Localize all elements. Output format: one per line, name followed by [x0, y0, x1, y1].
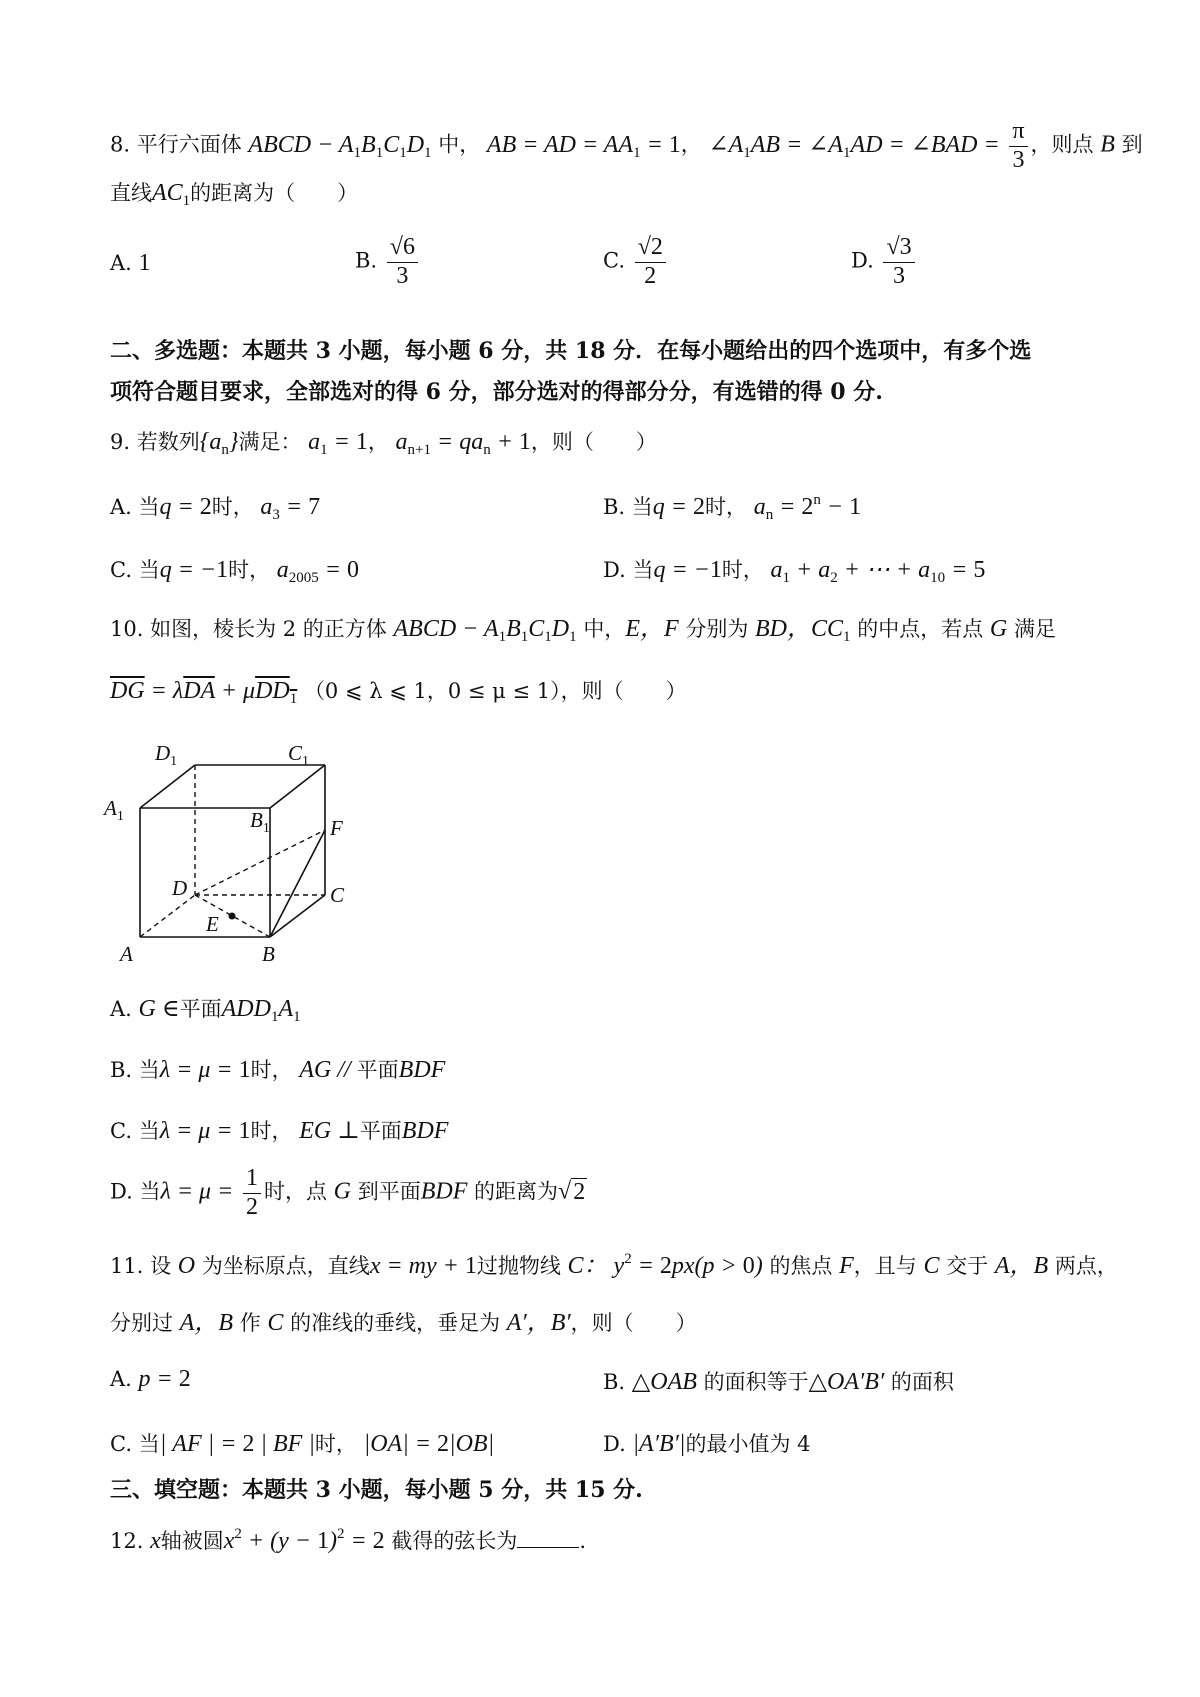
q10-option-d-answer: √2 — [558, 1178, 586, 1205]
q10-option-d-text-c: 到平面 — [357, 1179, 421, 1204]
q11-option-b[interactable] — [603, 1366, 954, 1396]
q11-line-equation: x = my + 1 — [369, 1253, 477, 1279]
q11-option-a[interactable] — [110, 1366, 191, 1393]
q10-option-b-text-a: 当 — [138, 1058, 160, 1082]
q8-angle-fraction — [1009, 118, 1027, 174]
q8-option-b[interactable] — [355, 234, 421, 290]
q11-line2-d: ，则（ ） — [570, 1311, 697, 1335]
edge-a1-d1 — [140, 765, 195, 808]
q9-option-b-result: $a_n = 2^n - 1$ — [753, 492, 862, 523]
q8-line1: 8. 平行六面体 ABCD − $A_1B_1C_1D_1$ 中， AB = AD = $AA_1 = 1$， $\angle A_1AB$ = $\angle A_1AD$ = ∠BAD = $\frac{\pi}{3}$ ，则点 B 到 — [110, 118, 1143, 173]
section2-heading-line2: 项符合题目要求，全部选对的得 6 分，部分选对的得部分分，有选错的得 0 分. — [110, 379, 883, 405]
q10-option-d-num: 1 — [243, 1165, 261, 1194]
q12-stem-a: 轴被圆 — [160, 1529, 224, 1553]
q8-stem-b: ，则点 — [1030, 132, 1094, 157]
q10-point-g: G — [989, 616, 1008, 642]
q8-line2-a: 直线 — [110, 181, 152, 205]
q8-option-b-num: √6 — [387, 234, 418, 263]
q9-option-d-text-b: 时， — [721, 558, 764, 582]
q10-option-d-den: 2 — [245, 1193, 258, 1220]
q10-vector-equation: $\overline{DG} = \lambda\overline{DA} + \mu DD_1$ — [110, 678, 298, 707]
q9-option-d[interactable] — [603, 554, 985, 587]
q10-number: 10. — [110, 617, 144, 641]
q8-option-d[interactable] — [851, 234, 918, 290]
edge-b1-c1 — [270, 765, 325, 808]
q11-stem-e: ，且与 — [853, 1254, 917, 1278]
q8-option-d-den: 3 — [893, 262, 906, 289]
label-b1: $B_1$ — [250, 808, 270, 836]
q12-line — [110, 1525, 586, 1557]
q9-option-b[interactable] — [603, 491, 861, 524]
q11-option-b-label: B. — [603, 1370, 626, 1394]
q8-stem-a: 平行六面体 — [136, 132, 242, 157]
q8-number: 8. — [110, 132, 131, 157]
section3-heading: 三、填空题：本题共 3 小题，每小题 5 分，共 15 分. — [110, 1477, 643, 1503]
q11-origin: O — [177, 1253, 196, 1279]
q10-option-a[interactable] — [110, 993, 301, 1026]
q9-option-d-label: D. — [603, 558, 626, 582]
q8-stem-c: 到 — [1121, 132, 1143, 157]
q8-option-b-fraction — [387, 234, 418, 290]
q9-option-a-text-b: 时， — [211, 495, 254, 519]
label-f: F — [330, 816, 343, 840]
q8-line2 — [110, 178, 358, 212]
q10-option-c-text-a: 当 — [138, 1119, 160, 1143]
q9-option-a-label: A. — [110, 495, 132, 519]
q11-line2-c: 的准线的垂线，垂足为 — [290, 1311, 501, 1335]
q10-option-b-text-c: 平面 — [356, 1058, 399, 1082]
q8-angle-num: π — [1009, 118, 1027, 147]
q11-stem-d: 的焦点 — [769, 1254, 833, 1278]
q9-option-b-label: B. — [603, 495, 626, 519]
q10-line2 — [110, 676, 687, 710]
q11-feet: A′，B′ — [506, 1310, 571, 1336]
q10-stem-e: 满足 — [1013, 617, 1056, 641]
q9-option-c-result: $a_{2005} = 0$ — [276, 557, 359, 586]
q11-stem-g: 两点， — [1054, 1254, 1118, 1278]
q11-option-b-text-a: 的面积等于 — [703, 1370, 809, 1394]
label-c1: $C_1$ — [288, 741, 310, 769]
q11-option-a-label: A. — [110, 1367, 132, 1391]
q11-option-c-label: C. — [110, 1432, 132, 1456]
q12-number: 12. — [110, 1529, 144, 1553]
q11-stem-a: 设 — [150, 1254, 172, 1278]
label-c: C — [330, 883, 345, 907]
q8-option-a-value: 1 — [138, 250, 151, 276]
q10-option-b-text-b: 时， — [250, 1058, 293, 1082]
q9-cond1: $a_1 = 1$ — [308, 429, 368, 458]
q11-option-c-text-a: 当 — [138, 1432, 160, 1456]
q9-option-c-text-a: 当 — [138, 558, 160, 582]
q9-cond2: $a_{n+1} = qa_n + 1$ — [395, 429, 531, 458]
q10-option-d-text-d: 的距离为 — [474, 1179, 559, 1204]
q10-stem-c: 分别为 — [685, 617, 749, 641]
q8-option-b-label: B. — [355, 248, 378, 273]
q10-option-a-text: 平面 — [179, 997, 222, 1021]
q11-option-c[interactable] — [110, 1428, 494, 1458]
q9-option-a-text-a: 当 — [138, 495, 160, 519]
q10-line2-cond: （0 ⩽ λ ⩽ 1，0 ≤ μ ≤ 1），则（ ） — [303, 679, 687, 703]
q9-option-d-text-a: 当 — [632, 558, 654, 582]
q9-stem: 9. 若数列$\{a_n\}$满足： $a_1 = 1$， $a_{n+1} = qa_n + 1$，则（ ） — [110, 429, 657, 458]
q11-stem-c: 过抛物线 — [476, 1254, 561, 1278]
q11-line2-curve: C — [267, 1310, 284, 1336]
q10-line1 — [110, 614, 1056, 648]
q10-option-a-label: A. — [110, 997, 132, 1021]
q11-line2-points: A，B — [179, 1310, 234, 1336]
q10-option-d-label: D. — [110, 1179, 133, 1204]
q11-number: 11. — [110, 1254, 144, 1278]
q9-stem-a: 若数列 — [136, 430, 200, 454]
q11-option-c-text-b: 时， — [314, 1432, 357, 1456]
q10-option-c-text-c: 平面 — [359, 1119, 402, 1143]
q11-option-c-cond: | AF | = 2 | BF | — [159, 1431, 315, 1457]
q11-option-b-text-b: 的面积 — [890, 1370, 954, 1394]
q9-stem-b: 满足： — [238, 430, 302, 454]
q8-lengths: AB = AD = $AA_1 = 1$ — [486, 131, 681, 161]
q8-point-b: B — [1100, 131, 1115, 158]
label-a: A — [120, 942, 133, 966]
q10-option-a-symbol: G ∈ — [138, 996, 180, 1022]
q8-option-b-den: 3 — [396, 262, 409, 289]
q9-option-c[interactable] — [110, 554, 359, 587]
q8-option-c-fraction — [635, 234, 666, 290]
q8-angle-den: 3 — [1012, 146, 1025, 173]
segment-b-f — [270, 830, 325, 937]
q8-solid: ABCD − $A_1B_1C_1D_1$ — [248, 131, 432, 161]
label-a1: $A_1$ — [104, 796, 124, 824]
q10-option-d-text-a: 当 — [139, 1179, 161, 1204]
q10-option-d-cond: λ = μ = — [160, 1178, 234, 1205]
q11-option-d-label: D. — [603, 1432, 626, 1456]
q9-option-d-result: $a_1 + a_2$ + ⋯ + $a_{10} = 5$ — [770, 557, 986, 586]
q10-option-b[interactable] — [110, 1054, 445, 1084]
q9-option-a[interactable] — [110, 491, 320, 524]
q10-stem-d: 的中点，若点 — [857, 617, 984, 641]
cube-figure — [104, 735, 360, 970]
q11-option-d[interactable] — [603, 1428, 811, 1458]
q12-stem-b: 截得的弦长为 — [391, 1529, 518, 1553]
q10-option-c-label: C. — [110, 1119, 132, 1143]
q11-option-d-expr: |A′B′| — [632, 1431, 686, 1457]
q11-line2 — [110, 1308, 697, 1339]
q10-points-ef: E，F — [625, 616, 679, 642]
q12-axis: x — [150, 1528, 161, 1554]
q10-option-c-plane: BDF — [401, 1118, 449, 1144]
q10-option-b-plane: BDF — [398, 1057, 446, 1083]
q11-line2-b: 作 — [239, 1311, 261, 1335]
q10-segments: BD，$CC_1$ — [755, 616, 851, 645]
q11-stem-b: 为坐标原点，直线 — [201, 1254, 370, 1278]
q11-line1 — [110, 1250, 1118, 1282]
q10-option-b-relation: AG // — [299, 1057, 357, 1083]
q9-option-c-text-b: 时， — [228, 558, 271, 582]
q10-option-a-plane: $ADD_1A_1$ — [221, 996, 301, 1025]
label-d1: $D_1$ — [155, 741, 178, 769]
q9-stem-c: ，则（ ） — [530, 430, 657, 454]
q12-answer-blank[interactable] — [517, 1547, 579, 1548]
q10-option-b-label: B. — [110, 1058, 133, 1082]
q9-sequence: $\{a_n\}$ — [199, 429, 239, 458]
hidden-segment-d-f — [195, 830, 325, 895]
q10-option-d-point: G — [333, 1178, 352, 1205]
q11-focus: F — [839, 1253, 854, 1279]
q8-option-c-num: √2 — [635, 234, 666, 263]
hidden-edge-a-d — [140, 895, 195, 937]
q8-option-d-label: D. — [851, 248, 874, 273]
q10-option-c-cond: λ = μ = 1 — [159, 1118, 251, 1144]
q12-circle: $x^2 + (y - 1)^2 = 2$ — [223, 1526, 385, 1554]
label-b: B — [262, 942, 275, 966]
q12-stem-end: . — [579, 1529, 587, 1553]
q8-option-d-num: √3 — [883, 234, 914, 263]
q8-stem-cond: 中， — [438, 132, 481, 157]
q9-option-b-text-b: 时， — [705, 495, 747, 519]
q10-option-d-text-b: 时，点 — [263, 1179, 327, 1204]
q8-line-ac1: $AC_1$ — [152, 180, 191, 209]
q11-parabola: C： $y^2 = 2px(p > 0)$ — [567, 1251, 763, 1279]
q9-option-a-result: $a_3 = 7$ — [260, 494, 321, 523]
q11-option-d-text: 的最小值为 4 — [685, 1432, 811, 1456]
q11-points: A，B — [994, 1253, 1049, 1279]
q10-stem-a: 如图，棱长为 2 的正方体 — [150, 617, 387, 641]
q9-option-a-cond: q = 2 — [159, 494, 212, 520]
q8-option-c[interactable] — [603, 234, 669, 290]
q8-option-a-label: A. — [110, 251, 132, 275]
q10-option-c[interactable] — [110, 1115, 448, 1145]
label-e: E — [206, 912, 219, 936]
q10-stem-b: 中， — [583, 617, 626, 641]
q11-option-b-triangle1: △OAB — [631, 1369, 697, 1395]
q8-option-c-den: 2 — [644, 262, 657, 289]
section2-heading-line1: 二、多选题：本题共 3 小题，每小题 6 分，共 18 分．在每小题给出的四个选项中，有多个选 — [110, 338, 1032, 364]
q9-option-b-text-a: 当 — [631, 495, 653, 519]
point-e-dot — [229, 913, 236, 920]
q8-angles: $\angle A_1AB$ = $\angle A_1AD$ = ∠BAD = — [708, 131, 1000, 161]
q9-number: 9. — [110, 430, 131, 454]
q10-cube: ABCD − $A_1B_1C_1D_1$ — [393, 616, 577, 645]
q8-option-c-label: C. — [603, 248, 625, 273]
q8-option-d-fraction — [883, 234, 914, 290]
q11-option-c-result: |OA| = 2|OB| — [363, 1431, 495, 1457]
q11-stem-f: 交于 — [946, 1254, 989, 1278]
q9-option-b-cond: q = 2 — [652, 494, 705, 520]
q10-option-d-fraction — [243, 1165, 261, 1221]
label-d: D — [172, 876, 188, 900]
q10-option-b-cond: λ = μ = 1 — [159, 1057, 251, 1083]
q11-option-a-value: p = 2 — [138, 1366, 191, 1392]
q9-option-d-cond: q = −1 — [653, 557, 722, 583]
q8-option-a[interactable] — [110, 250, 151, 277]
q11-line2-a: 分别过 — [110, 1311, 173, 1335]
q9-option-c-label: C. — [110, 558, 132, 582]
q11-curve: C — [923, 1253, 940, 1279]
q8-line2-b: 的距离为（ ） — [190, 181, 359, 205]
q11-option-b-triangle2: △OA′B′ — [808, 1369, 885, 1395]
q10-option-c-relation: EG ⊥ — [299, 1118, 360, 1144]
q9-option-c-cond: q = −1 — [159, 557, 229, 583]
edge-b-c — [270, 895, 325, 937]
q10-option-d-plane: BDF — [420, 1178, 468, 1205]
q10-option-c-text-b: 时， — [250, 1119, 293, 1143]
q10-option-d[interactable] — [110, 1165, 587, 1221]
